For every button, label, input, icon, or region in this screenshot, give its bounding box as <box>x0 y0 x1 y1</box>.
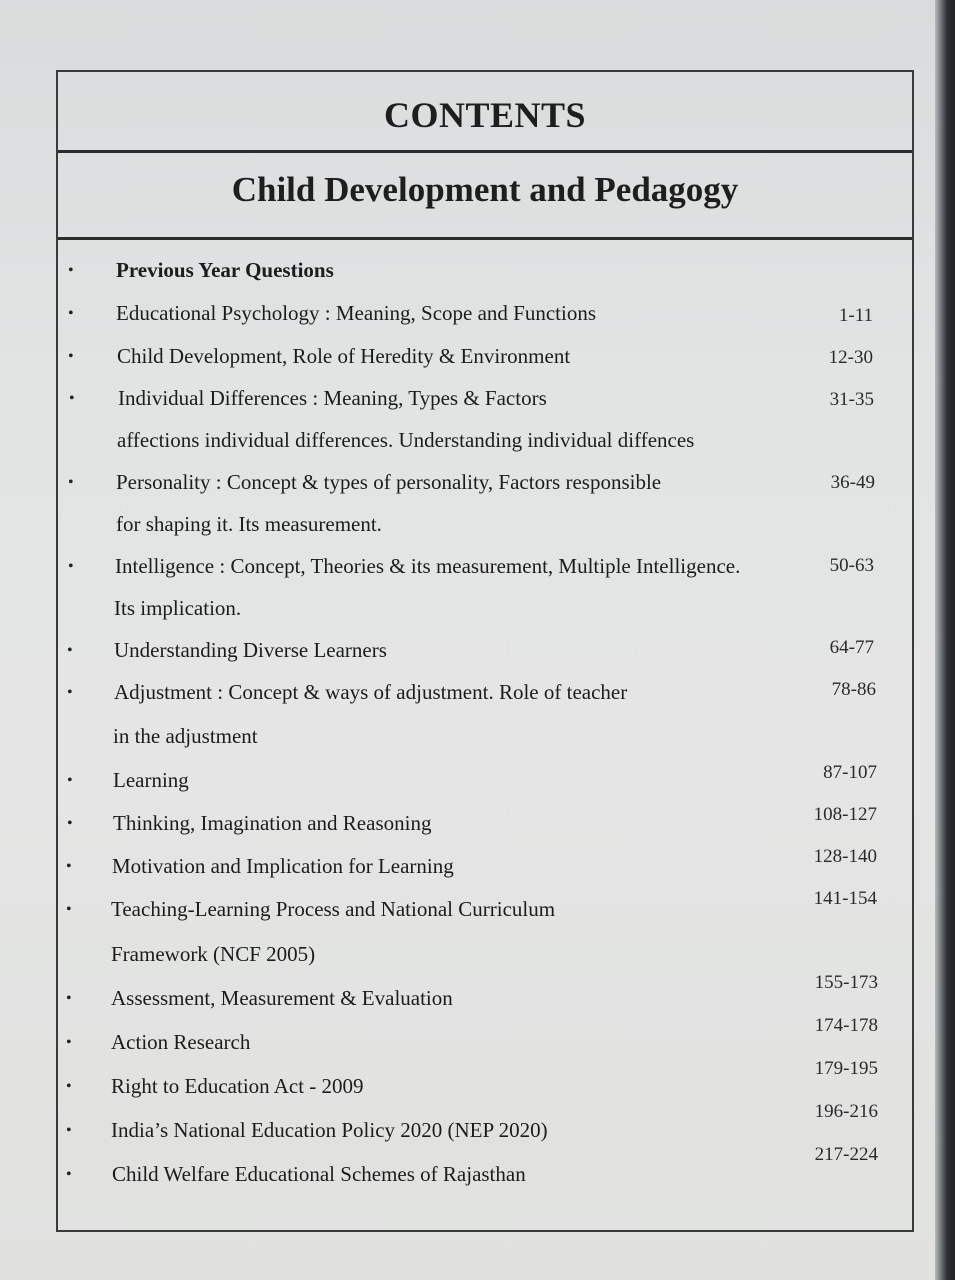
bullet-icon: • <box>66 1122 72 1139</box>
section-divider <box>58 237 912 240</box>
toc-page-range: 174-178 <box>814 1015 878 1036</box>
toc-page-range: 31-35 <box>829 389 874 410</box>
toc-page-range: 128-140 <box>813 846 877 867</box>
toc-page-range: 64-77 <box>829 637 874 658</box>
section-title: Child Development and Pedagogy <box>231 170 739 209</box>
toc-entry-continuation: for shaping it. Its measurement. <box>116 512 382 536</box>
toc-entry-title: India’s National Education Policy 2020 (NEP 2020) <box>111 1118 548 1142</box>
bullet-icon: • <box>67 815 73 832</box>
page-title: CONTENTS <box>383 95 587 135</box>
toc-page-range: 196-216 <box>814 1101 878 1122</box>
toc-entry-title: Action Research <box>111 1030 251 1054</box>
toc-page-range: 155-173 <box>814 972 878 993</box>
bullet-icon: • <box>66 990 72 1007</box>
bullet-icon: • <box>66 1166 72 1183</box>
toc-page-range: 78-86 <box>831 679 876 700</box>
bullet-icon: • <box>68 348 74 365</box>
bullet-icon: • <box>67 772 73 789</box>
toc-entry-title: Motivation and Implication for Learning <box>112 854 454 878</box>
toc-entry-continuation: Its implication. <box>114 596 242 620</box>
toc-entry-title: Individual Differences : Meaning, Types & Factors <box>118 386 547 410</box>
bullet-icon: • <box>68 474 74 491</box>
toc-entry-title: Right to Education Act - 2009 <box>111 1074 364 1098</box>
toc-page-range: 87-107 <box>823 762 877 783</box>
toc-entry-continuation: Framework (NCF 2005) <box>111 942 316 966</box>
bullet-icon: • <box>67 684 73 701</box>
bullet-icon: • <box>68 305 74 322</box>
toc-page-range: 12-30 <box>828 347 873 368</box>
bullet-icon: • <box>67 642 73 659</box>
bullet-icon: • <box>66 1034 72 1051</box>
toc-entry-title: Understanding Diverse Learners <box>114 638 387 662</box>
bullet-icon: • <box>66 1078 72 1095</box>
toc-page-range: 1-11 <box>838 305 873 326</box>
toc-page-range: 36-49 <box>830 472 875 493</box>
toc-entry-continuation: affections individual differences. Understanding individual diffences <box>117 428 695 452</box>
toc-entry-title: Educational Psychology : Meaning, Scope and Functions <box>116 301 597 325</box>
toc-entry-title: Thinking, Imagination and Reasoning <box>113 811 432 835</box>
toc-page-range: 141-154 <box>813 888 877 909</box>
bullet-icon: • <box>66 858 72 875</box>
toc-entry-title: Learning <box>113 768 189 792</box>
toc-entry-title: Personality : Concept & types of personality, Factors responsible <box>116 470 662 494</box>
bullet-icon: • <box>66 901 72 918</box>
toc-page-range: 50-63 <box>829 555 874 576</box>
toc-page-range: 179-195 <box>814 1058 878 1079</box>
toc-entry-title: Previous Year Questions <box>116 258 334 282</box>
title-divider <box>58 150 912 153</box>
bullet-icon: • <box>68 558 74 575</box>
toc-entry-title: Assessment, Measurement & Evaluation <box>111 986 453 1010</box>
toc-page-range: 217-224 <box>814 1144 878 1165</box>
toc-entry-title: Adjustment : Concept & ways of adjustment. Role of teacher <box>114 680 628 704</box>
toc-entry-continuation: in the adjustment <box>113 724 258 748</box>
bullet-icon: • <box>69 390 75 407</box>
bullet-icon: • <box>68 262 74 279</box>
toc-page-range: 108-127 <box>813 804 877 825</box>
toc-entry-title: Child Development, Role of Heredity & Environment <box>117 344 571 368</box>
toc-entry-title: Intelligence : Concept, Theories & its measurement, Multiple Intelligence. <box>115 554 741 578</box>
toc-entry-title: Teaching-Learning Process and National Curriculum <box>111 897 556 921</box>
toc-entry-title: Child Welfare Educational Schemes of Rajasthan <box>112 1162 526 1186</box>
page-edge <box>935 0 955 1280</box>
